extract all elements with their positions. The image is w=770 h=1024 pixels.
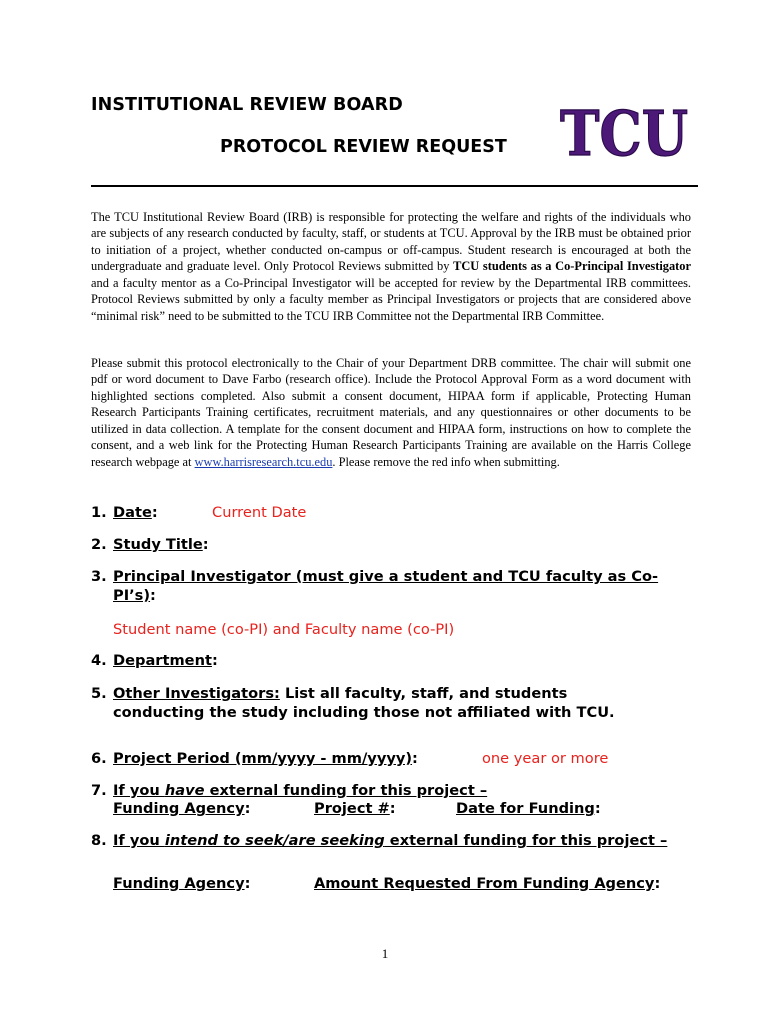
intro-p1-bold: TCU students as a Co-Principal Investigator (453, 259, 691, 274)
item-number: 6. (91, 750, 107, 767)
amount-requested-colon: : (654, 875, 661, 892)
project-period-label: Project Period (mm/yyyy - mm/yyyy) (113, 750, 413, 767)
item-number: 8. (91, 832, 107, 849)
page-number: 1 (381, 946, 389, 961)
date-for-funding-colon: : (594, 800, 601, 817)
funding-agency-colon: : (244, 800, 251, 817)
item-number: 7. (91, 782, 107, 799)
intro-p1-text-b: and a faculty mentor as a Co-Principal Investigator will be accepted for review by the Departmental IRB committees. Protocol Reviews submitted by only a faculty member as Principal Investigators or projects that are considered above “minimal risk” need to be submitted to the TCU IRB Committee not the Departmental IRB Committee. (91, 275, 691, 323)
date-label: Date (113, 504, 152, 521)
seeking-lead-b: external funding for this project – (384, 832, 668, 849)
pi-label: Principal Investigator (must give a student and TCU faculty as Co-PI’s) (113, 568, 659, 604)
study-title-colon: : (202, 536, 209, 553)
date-value[interactable]: Current Date (212, 504, 307, 521)
item-number: 4. (91, 652, 107, 669)
harris-research-link[interactable]: www.harrisresearch.tcu.edu (194, 454, 333, 469)
funding-lead-a: If you (113, 782, 165, 799)
project-period-colon: : (412, 750, 418, 767)
tcu-logo-text: TCU (560, 97, 688, 170)
pi-colon: : (150, 587, 156, 604)
department-label: Department (113, 652, 212, 669)
intro-paragraph-1 (91, 209, 691, 324)
header-title: INSTITUTIONAL REVIEW BOARD (91, 95, 403, 115)
intro-p2-text-a: Please submit this protocol electronically to the Chair of your Department DRB committee. The chair will submit one pdf or word document to Dave Farbo (research office). Include the Protocol Approval Form as a word document with highlighted sections completed. Also submit a consent document, HIPAA form if applicable, Protecting Human Research Participants Training certificates, recruitment materials, and any questionnaires or other documents to be utilized in data collection. A template for the consent document and HIPAA form, instructions on how to complete the consent, and a web link for the Protecting Human Research Participants Training are available on the Harris College research webpage at (91, 356, 691, 469)
intro-p1-text-a: The TCU Institutional Review Board (IRB) is responsible for protecting the welfare and rights of the individuals who are subjects of any research conducted by faculty, staff, or students at TCU. Approval by the IRB must be obtained prior to initiation of a project, whether conducted on-campus or off-campus. Student research is encouraged at both the undergraduate and graduate level. Only Protocol Reviews submitted by (91, 210, 691, 274)
department-colon: : (211, 652, 218, 669)
other-investigators-text: List all faculty, staff, and students conducting the study including those not affiliated with TCU. (113, 685, 615, 721)
seeking-agency-colon: : (244, 875, 251, 892)
tcu-logo (558, 95, 690, 170)
intro-paragraph-2 (91, 355, 691, 470)
item-number: 1. (91, 504, 107, 521)
study-title-label: Study Title (113, 536, 203, 553)
project-number-label: Project # (314, 800, 390, 817)
item-number: 2. (91, 536, 107, 553)
project-number-colon: : (389, 800, 396, 817)
funding-lead-em: have (164, 782, 205, 799)
amount-requested-label: Amount Requested From Funding Agency (314, 875, 655, 892)
header-subtitle: PROTOCOL REVIEW REQUEST (220, 137, 507, 157)
seeking-lead-em: intend to seek/are seeking (164, 832, 385, 849)
project-period-value[interactable]: one year or more (482, 750, 609, 767)
date-colon: : (151, 504, 158, 521)
date-for-funding-label: Date for Funding (456, 800, 595, 817)
intro-p2-text-b: . Please remove the red info when submitting. (332, 454, 560, 469)
pi-value[interactable]: Student name (co-PI) and Faculty name (co-PI) (113, 621, 455, 638)
other-investigators-label: Other Investigators: (113, 685, 280, 702)
funding-fields-row (113, 799, 633, 818)
funding-agency-label: Funding Agency (113, 800, 245, 817)
item-number: 5. (91, 685, 107, 702)
seeking-fields-row (113, 874, 683, 893)
header-rule (91, 185, 698, 187)
funding-lead-b: external funding for this project – (204, 782, 488, 799)
seeking-lead-a: If you (113, 832, 165, 849)
item-number: 3. (91, 568, 107, 585)
seeking-agency-label: Funding Agency (113, 875, 245, 892)
